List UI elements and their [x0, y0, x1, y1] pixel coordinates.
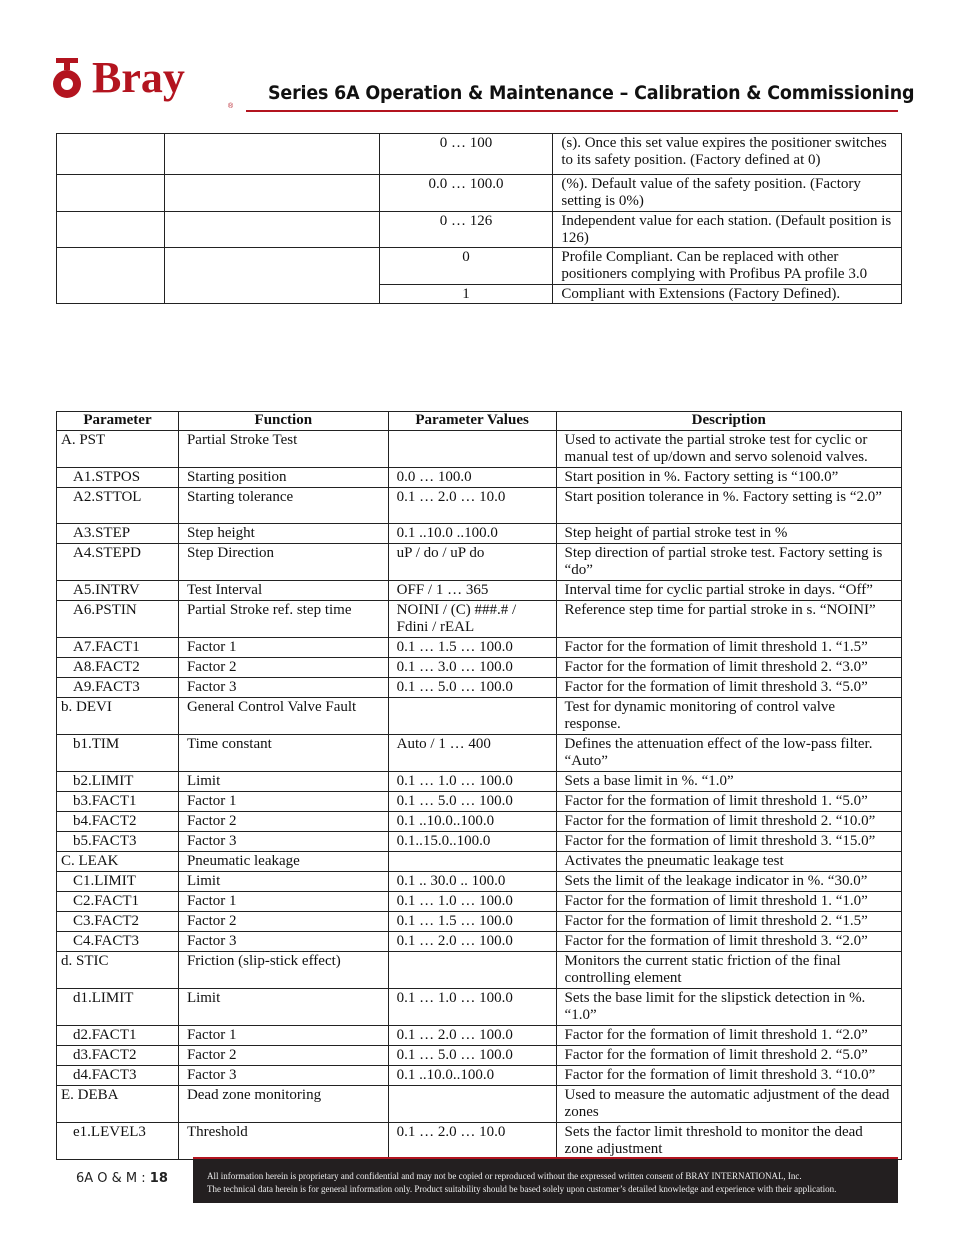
function-cell: Factor 1: [178, 638, 388, 658]
value-cell: 0.1 ..10.0 ..100.0: [388, 524, 556, 544]
parameter-cell: d1.LIMIT: [57, 989, 179, 1026]
value-cell: 0.1 … 2.0 … 100.0: [388, 932, 556, 952]
parameter-cell: C3.FACT2: [57, 912, 179, 932]
value-cell: 0.1 … 2.0 … 100.0: [388, 1026, 556, 1046]
table-row: [57, 892, 902, 912]
value-cell: 1: [379, 285, 553, 304]
table-row: [57, 468, 902, 488]
function-cell: Factor 3: [178, 678, 388, 698]
table-row: [57, 792, 902, 812]
value-cell: [388, 1086, 556, 1123]
function-cell: Limit: [178, 989, 388, 1026]
value-cell: [388, 952, 556, 989]
table-row: [57, 581, 902, 601]
function-cell: Starting position: [178, 468, 388, 488]
function-cell: Threshold: [178, 1123, 388, 1160]
value-cell: 0.1 … 1.5 … 100.0: [388, 638, 556, 658]
value-cell: 0 … 100: [379, 134, 553, 175]
value-cell: 0.0 … 100.0: [379, 175, 553, 212]
parameter-cell: C. LEAK: [57, 852, 179, 872]
description-cell: Sets the limit of the leakage indicator in %. “30.0”: [556, 872, 901, 892]
description-cell: Interval time for cyclic partial stroke in days. “Off”: [556, 581, 901, 601]
parameter-cell: C4.FACT3: [57, 932, 179, 952]
value-cell: NOINI / (C) ###.# / Fdini / rEAL: [388, 601, 556, 638]
description-cell: Factor for the formation of limit threshold 3. “5.0”: [556, 678, 901, 698]
table-row: [57, 175, 902, 212]
diagnostics-parameter-table: [56, 411, 902, 1160]
document-title: Series 6A Operation & Maintenance – Calibration & Commissioning: [268, 82, 915, 104]
table-row: [57, 431, 902, 468]
value-cell: uP / do / uP do: [388, 544, 556, 581]
parameter-cell: A1.STPOS: [57, 468, 179, 488]
svg-text:Bray: Bray: [92, 56, 185, 102]
table-row: [57, 134, 902, 175]
function-cell: Factor 2: [178, 1046, 388, 1066]
table-header-row: [57, 412, 902, 431]
table-row: [57, 658, 902, 678]
function-cell: Step height: [178, 524, 388, 544]
description-cell: (%). Default value of the safety position. (Factory setting is 0%): [553, 175, 902, 212]
value-cell: 0.1 … 5.0 … 100.0: [388, 678, 556, 698]
description-cell: Activates the pneumatic leakage test: [556, 852, 901, 872]
table-row: [57, 212, 902, 248]
value-cell: 0.1 ..10.0..100.0: [388, 812, 556, 832]
description-cell: Factor for the formation of limit threshold 2. “10.0”: [556, 812, 901, 832]
value-cell: 0.1 … 1.0 … 100.0: [388, 892, 556, 912]
function-cell: Partial Stroke ref. step time: [178, 601, 388, 638]
value-cell: 0: [379, 248, 553, 285]
table-row: [57, 488, 902, 524]
description-cell: Factor for the formation of limit threshold 3. “10.0”: [556, 1066, 901, 1086]
function-cell: Factor 3: [178, 932, 388, 952]
parameter-cell: A5.INTRV: [57, 581, 179, 601]
function-cell: Limit: [178, 772, 388, 792]
table-row: [57, 952, 902, 989]
value-cell: OFF / 1 … 365: [388, 581, 556, 601]
parameter-cell: b2.LIMIT: [57, 772, 179, 792]
column-header: Description: [556, 412, 901, 431]
description-cell: (s). Once this set value expires the positioner switches to its safety position. (Factory defined at 0): [553, 134, 902, 175]
value-cell: 0.1 ..10.0..100.0: [388, 1066, 556, 1086]
function-cell: Dead zone monitoring: [178, 1086, 388, 1123]
function-cell: Factor 1: [178, 792, 388, 812]
value-cell: 0.1 … 5.0 … 100.0: [388, 792, 556, 812]
value-cell: [388, 852, 556, 872]
column-header: Parameter: [57, 412, 179, 431]
function-cell: General Control Valve Fault: [178, 698, 388, 735]
function-cell: Limit: [178, 872, 388, 892]
table-row: [57, 698, 902, 735]
description-cell: Factor for the formation of limit threshold 1. “2.0”: [556, 1026, 901, 1046]
function-cell: Partial Stroke Test: [178, 431, 388, 468]
function-cell: Friction (slip-stick effect): [178, 952, 388, 989]
table-row: [57, 989, 902, 1026]
table-row: [57, 852, 902, 872]
parameter-cell: A8.FACT2: [57, 658, 179, 678]
parameter-cell: A6.PSTIN: [57, 601, 179, 638]
parameter-cell: E. DEBA: [57, 1086, 179, 1123]
table-row: [57, 1086, 902, 1123]
function-cell: Pneumatic leakage: [178, 852, 388, 872]
value-cell: 0.1 … 2.0 … 10.0: [388, 488, 556, 524]
parameter-cell: b4.FACT2: [57, 812, 179, 832]
description-cell: Sets a base limit in %. “1.0”: [556, 772, 901, 792]
table-row: [57, 1046, 902, 1066]
function-cell: Factor 2: [178, 912, 388, 932]
description-cell: Factor for the formation of limit threshold 2. “3.0”: [556, 658, 901, 678]
description-cell: Sets the base limit for the slipstick detection in %. “1.0”: [556, 989, 901, 1026]
table-row: [57, 812, 902, 832]
description-cell: Factor for the formation of limit threshold 2. “5.0”: [556, 1046, 901, 1066]
function-cell: Starting tolerance: [178, 488, 388, 524]
table-row: [57, 872, 902, 892]
parameter-cell: b5.FACT3: [57, 832, 179, 852]
title-rule: [246, 110, 898, 112]
function-cell: Step Direction: [178, 544, 388, 581]
value-cell: 0.0 … 100.0: [388, 468, 556, 488]
table-row: [57, 1066, 902, 1086]
bray-logo: [52, 56, 242, 116]
description-cell: Used to activate the partial stroke test for cyclic or manual test of up/down and servo solenoid valves.: [556, 431, 901, 468]
description-cell: Step direction of partial stroke test. Factory setting is “do”: [556, 544, 901, 581]
svg-text:®: ®: [228, 103, 234, 110]
parameter-cell: d. STIC: [57, 952, 179, 989]
value-cell: 0.1 … 1.0 … 100.0: [388, 772, 556, 792]
parameter-cell: d2.FACT1: [57, 1026, 179, 1046]
parameter-cell: d3.FACT2: [57, 1046, 179, 1066]
description-cell: Used to measure the automatic adjustment of the dead zones: [556, 1086, 901, 1123]
value-cell: [388, 698, 556, 735]
value-cell: 0.1 … 2.0 … 10.0: [388, 1123, 556, 1160]
parameter-cell: d4.FACT3: [57, 1066, 179, 1086]
page-header: [0, 0, 954, 120]
parameter-cell: A4.STEPD: [57, 544, 179, 581]
description-cell: Factor for the formation of limit threshold 1. “1.5”: [556, 638, 901, 658]
parameter-cell: e1.LEVEL3: [57, 1123, 179, 1160]
table-row: [57, 832, 902, 852]
description-cell: Test for dynamic monitoring of control valve response.: [556, 698, 901, 735]
function-cell: Factor 2: [178, 812, 388, 832]
table-row: [57, 601, 902, 638]
description-cell: Factor for the formation of limit threshold 3. “2.0”: [556, 932, 901, 952]
column-header: Parameter Values: [388, 412, 556, 431]
value-cell: 0.1 … 1.0 … 100.0: [388, 989, 556, 1026]
parameter-cell: A9.FACT3: [57, 678, 179, 698]
footer-notice: [193, 1157, 898, 1203]
parameter-cell: A3.STEP: [57, 524, 179, 544]
safety-settings-table: [56, 133, 902, 304]
description-cell: Step height of partial stroke test in %: [556, 524, 901, 544]
table-row: [57, 544, 902, 581]
description-cell: Factor for the formation of limit threshold 2. “1.5”: [556, 912, 901, 932]
parameter-cell: A2.STTOL: [57, 488, 179, 524]
description-cell: Sets the factor limit threshold to monitor the dead zone adjustment: [556, 1123, 901, 1160]
table-row: [57, 772, 902, 792]
table-row: [57, 1026, 902, 1046]
function-cell: Factor 1: [178, 892, 388, 912]
value-cell: 0.1 … 5.0 … 100.0: [388, 1046, 556, 1066]
column-header: Function: [178, 412, 388, 431]
description-cell: Defines the attenuation effect of the low-pass filter. “Auto”: [556, 735, 901, 772]
parameter-cell: A7.FACT1: [57, 638, 179, 658]
description-cell: Factor for the formation of limit threshold 3. “15.0”: [556, 832, 901, 852]
description-cell: Factor for the formation of limit threshold 1. “5.0”: [556, 792, 901, 812]
value-cell: 0.1..15.0..100.0: [388, 832, 556, 852]
value-cell: 0.1 .. 30.0 .. 100.0: [388, 872, 556, 892]
table-row: [57, 248, 902, 285]
function-cell: Factor 2: [178, 658, 388, 678]
table-row: [57, 678, 902, 698]
description-cell: Monitors the current static friction of the final controlling element: [556, 952, 901, 989]
parameter-cell: b. DEVI: [57, 698, 179, 735]
function-cell: Time constant: [178, 735, 388, 772]
table-row: [57, 912, 902, 932]
function-cell: Factor 1: [178, 1026, 388, 1046]
description-cell: Compliant with Extensions (Factory Defined).: [553, 285, 902, 304]
value-cell: 0.1 … 3.0 … 100.0: [388, 658, 556, 678]
description-cell: Start position tolerance in %. Factory setting is “2.0”: [556, 488, 901, 524]
value-cell: Auto / 1 … 400: [388, 735, 556, 772]
function-cell: Factor 3: [178, 1066, 388, 1086]
table-row: [57, 1123, 902, 1160]
footer-notice-line: The technical data herein is for general information only. Product suitability should be based solely upon customer’s detailed knowledge and experience with their application.: [207, 1184, 837, 1194]
description-cell: Independent value for each station. (Default position is 126): [553, 212, 902, 248]
description-cell: Profile Compliant. Can be replaced with other positioners complying with Profibus PA profile 3.0: [553, 248, 902, 285]
description-cell: Reference step time for partial stroke in s. “NOINI”: [556, 601, 901, 638]
value-cell: 0 … 126: [379, 212, 553, 248]
page-number: 6A O & M : 18: [76, 1171, 168, 1186]
table-row: [57, 524, 902, 544]
function-cell: Factor 3: [178, 832, 388, 852]
function-cell: Test Interval: [178, 581, 388, 601]
table-row: [57, 735, 902, 772]
parameter-cell: C2.FACT1: [57, 892, 179, 912]
parameter-cell: b1.TIM: [57, 735, 179, 772]
value-cell: 0.1 … 1.5 … 100.0: [388, 912, 556, 932]
table-row: [57, 638, 902, 658]
parameter-cell: b3.FACT1: [57, 792, 179, 812]
description-cell: Factor for the formation of limit threshold 1. “1.0”: [556, 892, 901, 912]
footer-notice-line: All information herein is proprietary and confidential and may not be copied or reproduced without the expressed written consent of BRAY INTERNATIONAL, Inc.: [207, 1171, 802, 1181]
table-row: [57, 932, 902, 952]
parameter-cell: C1.LIMIT: [57, 872, 179, 892]
value-cell: [388, 431, 556, 468]
description-cell: Start position in %. Factory setting is “100.0”: [556, 468, 901, 488]
parameter-cell: A. PST: [57, 431, 179, 468]
